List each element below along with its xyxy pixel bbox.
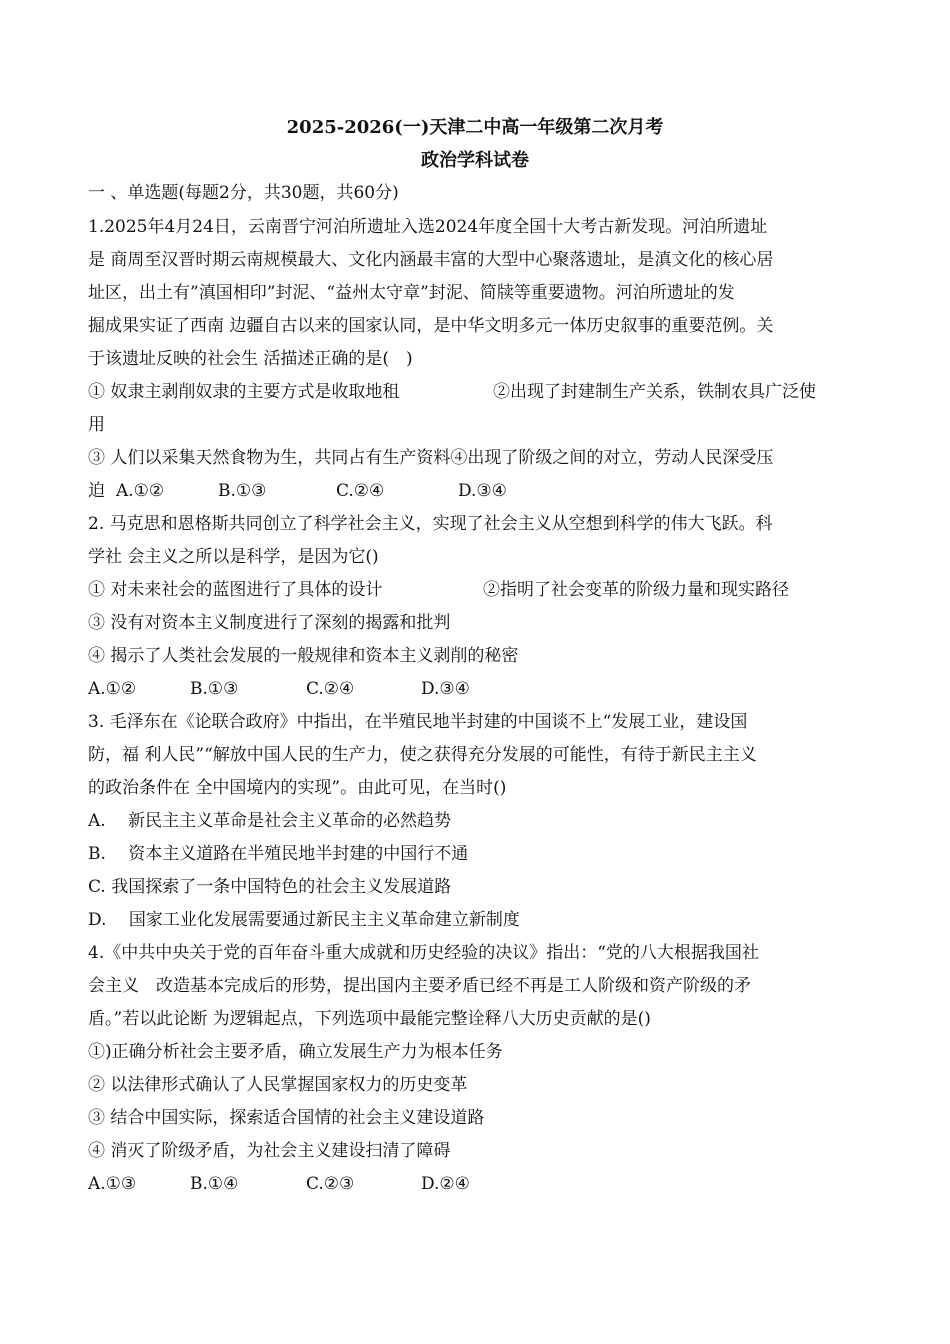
exam-title: 2025-2026(一)天津二中高一年级第二次月考 (286, 117, 664, 138)
exam-subtitle: 政治学科试卷 (421, 150, 529, 171)
statement-1: ①)正确分析社会主要矛盾，确立发展生产力为根本任务 (88, 1042, 503, 1062)
question-text-line: 址区，出土有”滇国相印”封泥、“益州太守章”封泥、简牍等重要遗物。河泊所遗址的发 (88, 283, 735, 303)
question-text-line: 防，福 利人民”“解放中国人民的生产力，使之获得充分发展的可能性，有待于新民主主义 (88, 745, 757, 765)
section-heading: 一 、单选题(每题2分，共30题，共60分) (88, 183, 399, 203)
answer-choice-a: A.①③ (88, 1174, 137, 1194)
answer-choice-b: B.①④ (190, 1174, 239, 1194)
question-text-line: 是 商周至汉晋时期云南规模最大、文化内涵最丰富的大型中心聚落遗址，是滇文化的核心居 (88, 250, 774, 270)
answer-choice-d: D.②④ (421, 1174, 470, 1194)
question-text-line: 学社 会主义之所以是科学，是因为它() (88, 547, 379, 567)
question-text-line: 盾。”若以此论断 为逻辑起点，下列选项中最能完整诠释八大历史贡献的是() (88, 1009, 651, 1029)
statement-1: ① 奴隶主剥削奴隶的主要方式是收取地租 (88, 382, 400, 402)
answer-choice-c: C.②④ (336, 481, 385, 501)
question-text-line: 1.2025年4月24日，云南晋宁河泊所遗址入选2024年度全国十大考古新发现。河泊所遗址 (88, 217, 768, 237)
answer-choice-d: D.③④ (458, 481, 507, 501)
answer-choice-d: D.③④ (421, 679, 470, 699)
statement-3: ③ 结合中国实际，探索适合国情的社会主义建设道路 (88, 1108, 485, 1128)
question-text-line: 的政治条件在 全中国境内的实现”。由此可见，在当时() (88, 778, 507, 798)
statement-4: ④ 揭示了人类社会发展的一般规律和资本主义剥削的秘密 (88, 646, 519, 666)
answer-choice-a: A.①② (116, 481, 165, 501)
question-text-line: 3. 毛泽东在《论联合政府》中指出，在半殖民地半封建的中国谈不上“发展工业，建设国 (88, 712, 748, 732)
statement-2: ② 以法律形式确认了人民掌握国家权力的历史变革 (88, 1075, 468, 1095)
question-text-line: 2. 马克思和恩格斯共同创立了科学社会主义，实现了社会主义从空想到科学的伟大飞跃。科 (88, 514, 773, 534)
question-text-line: 4.《中共中央关于党的百年奋斗重大成就和历史经验的决议》指出：“党的八大根据我国社 (88, 943, 759, 963)
answer-choice-a: A. 新民主主义革命是社会主义革命的必然趋势 (88, 811, 452, 831)
statement-4-continuation: 迫 (88, 481, 105, 501)
statement-3: ③ 没有对资本主义制度进行了深刻的揭露和批判 (88, 613, 451, 633)
statement-4: ④ 消灭了阶级矛盾，为社会主义建设扫清了障碍 (88, 1141, 451, 1161)
answer-choice-b: B. 资本主义道路在半殖民地半封建的中国行不通 (88, 844, 469, 864)
question-text-line: 于该遗址反映的社会生 活描述正确的是( ) (88, 349, 413, 369)
statement-2-continuation: 用 (88, 415, 105, 435)
answer-choice-b: B.①③ (218, 481, 267, 501)
statement-2: ②指明了社会变革的阶级力量和现实路径 (483, 580, 789, 600)
answer-choice-b: B.①③ (190, 679, 239, 699)
answer-choice-c: C.②③ (306, 1174, 355, 1194)
answer-choice-c: C.②④ (306, 679, 355, 699)
answer-choice-d: D. 国家工业化发展需要通过新民主主义革命建立新制度 (88, 910, 520, 930)
statement-1: ① 对未来社会的蓝图进行了具体的设计 (88, 580, 383, 600)
answer-choice-a: A.①② (88, 679, 137, 699)
statement-3-4: ③ 人们以采集天然食物为生，共同占有生产资料④出现了阶级之间的对立，劳动人民深受压 (88, 448, 774, 468)
statement-2: ②出现了封建制生产关系，铁制农具广泛使 (493, 382, 816, 402)
answer-choice-c: C. 我国探索了一条中国特色的社会主义发展道路 (88, 877, 452, 897)
question-text-line: 掘成果实证了西南 边疆自古以来的国家认同，是中华文明多元一体历史叙事的重要范例。关 (88, 316, 774, 336)
question-text-line: 会主义 改造基本完成后的形势，提出国内主要矛盾已经不再是工人阶级和资产阶级的矛 (88, 976, 751, 996)
